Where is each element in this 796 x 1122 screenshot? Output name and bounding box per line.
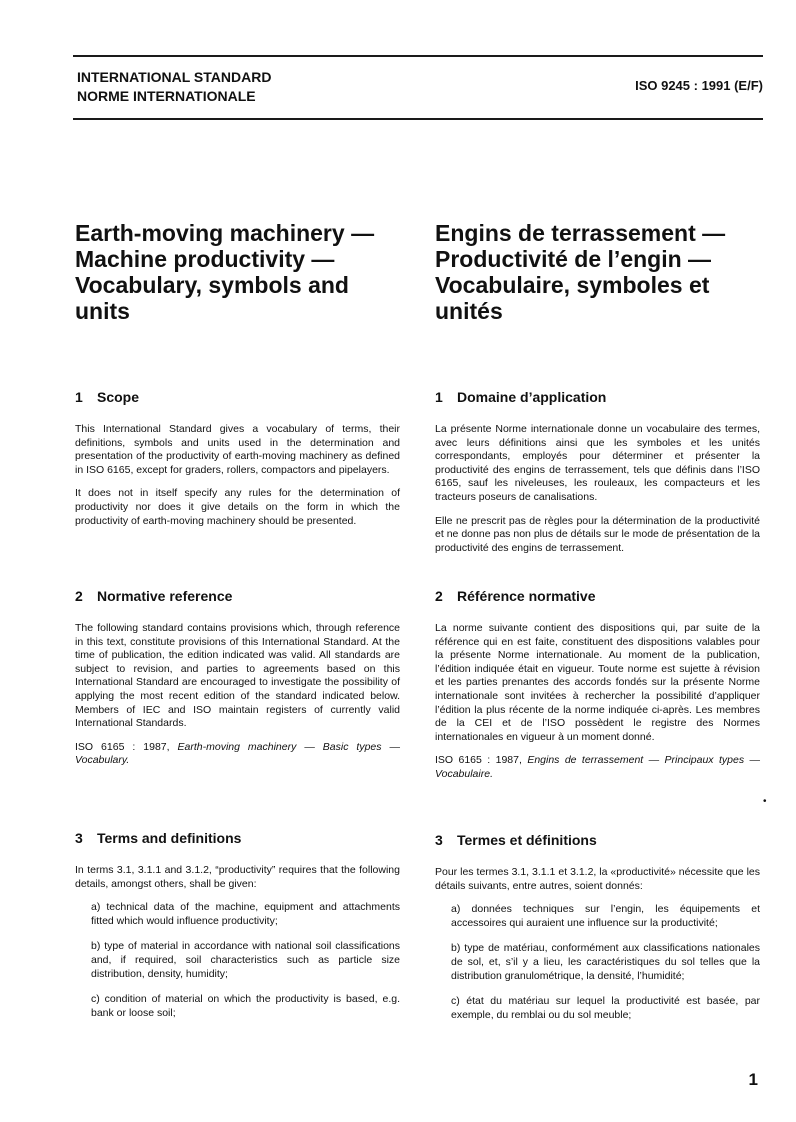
standard-code: ISO 9245 : 1991 (E/F) <box>635 78 763 93</box>
list-item: c) condition of material on which the productivity is based, e.g. bank or loose soil; <box>91 993 400 1019</box>
reference-code: ISO 6165 : 1987, <box>435 754 522 767</box>
section-title: Domaine d’application <box>457 389 607 405</box>
paragraph: Pour les termes 3.1, 3.1.1 et 3.1.2, la «productivité» nécessite que les détails suivants, entre autres, soient donnés: <box>435 866 760 892</box>
section-heading <box>435 389 760 405</box>
french-title-block <box>435 220 760 324</box>
section-number: 3 <box>75 830 83 846</box>
list-item: a) données techniques sur l’engin, les équipements et accessoires qui auraient une influence sur la productivité; <box>451 903 760 929</box>
french-title-line: Vocabulaire, symboles et <box>435 272 710 298</box>
french-title-line: Engins de terrassement — <box>435 220 726 246</box>
section-heading <box>75 588 400 604</box>
list-item: c) état du matériau sur lequel la productivité est basée, par exemple, du remblai ou du sol meuble; <box>451 995 760 1021</box>
french-title-line: Productivité de l’engin — <box>435 246 712 272</box>
stray-mark: • <box>763 796 767 807</box>
header-bottom-rule <box>73 118 763 120</box>
section-number: 1 <box>75 389 83 405</box>
section-title: Terms and definitions <box>97 830 242 846</box>
section-terms-fr <box>435 832 760 1034</box>
paragraph: It does not in itself specify any rules for the determination of productivity nor does it give details on the form in which the productivity of earth-moving machinery should be presented. <box>75 487 400 527</box>
section-number: 3 <box>435 832 443 848</box>
english-title-line: Vocabulary, symbols and <box>75 272 349 298</box>
section-heading <box>435 832 760 848</box>
paragraph: In terms 3.1, 3.1.1 and 3.1.2, “productivity” requires that the following details, amongst others, shall be given: <box>75 864 400 890</box>
paragraph: This International Standard gives a vocabulary of terms, their definitions, symbols and units used in the determination and presentation of the productivity of earth-moving machinery as defined in ISO 6165, except for graders, rollers, compactors and pipelayers. <box>75 423 400 476</box>
section-normative-en <box>75 588 400 778</box>
reference-code: ISO 6165 : 1987, <box>75 740 170 753</box>
section-scope-fr <box>435 389 760 565</box>
list-item: b) type of material in accordance with national soil classifications and, if required, soil characteristics such as particle size distribution, density, humidity; <box>91 940 400 980</box>
reference-title: Earth-moving machinery — Basic types — Vocabulary. <box>75 740 400 767</box>
header-top-rule <box>73 55 763 57</box>
reference-entry <box>435 754 760 781</box>
english-title-line: Earth-moving machinery — <box>75 220 375 246</box>
reference-entry <box>75 741 400 768</box>
section-title: Référence normative <box>457 588 596 604</box>
page-number: 1 <box>748 1070 758 1089</box>
section-terms-en <box>75 830 400 1032</box>
document-type <box>77 68 271 106</box>
english-title-block <box>75 220 400 324</box>
section-title: Normative reference <box>97 588 233 604</box>
section-heading <box>75 830 400 846</box>
list-item: b) type de matériau, conformément aux classifications nationales de sol, et, s’il y a lieu, les caractéristiques du sol telles que la distribution granulométrique, la densité, l’humidité; <box>451 942 760 982</box>
paragraph: Elle ne prescrit pas de règles pour la détermination de la productivité et ne donne pas non plus de détails sur le mode de présentation de la productivité des engins de terrassement. <box>435 514 760 554</box>
section-heading <box>435 588 760 604</box>
section-title: Scope <box>97 389 140 405</box>
paragraph: The following standard contains provisions which, through reference in this text, constitute provisions of this International Standard. At the time of publication, the edition indicated was valid. All standards are subject to revision, and parties to agreements based on this International Standard are encouraged to investigate the possibility of applying the most recent edition of the standard indicated below. Members of IEC and ISO maintain registers of currently valid International Standards. <box>75 622 400 730</box>
english-title-line: Machine productivity — <box>75 246 335 272</box>
section-title: Termes et définitions <box>457 832 597 848</box>
list-item: a) technical data of the machine, equipment and attachments fitted which would influence productivity; <box>91 901 400 927</box>
document-type-fr: NORME INTERNATIONALE <box>77 88 256 104</box>
section-heading <box>75 389 400 405</box>
reference-title: Engins de terrassement — Principaux types — Vocabulaire. <box>435 754 760 780</box>
english-title-line: units <box>75 298 130 324</box>
french-title-line: unités <box>435 298 503 324</box>
section-number: 2 <box>435 588 443 604</box>
section-number: 2 <box>75 588 83 604</box>
section-scope-en <box>75 389 400 538</box>
paragraph: La présente Norme internationale donne un vocabulaire des termes, avec leurs définitions ainsi que les symboles et les unités correspondants, employés pour déterminer et présenter la productivité des engins de terrassement, tels que définis dans l’ISO 6165, sauf les niveleuses, les rouleaux, les compacteurs et les tracteurs poseurs de canalisations. <box>435 423 760 503</box>
paragraph: La norme suivante contient des dispositions qui, par suite de la référence qui en est faite, constituent des dispositions valables pour la présente Norme internationale. Au moment de la publication, l’édition indiquée était en vigueur. Toute norme est sujette à révision et les parties prenantes des accords fondés sur la présente Norme internationale sont invitées à rechercher la possibilité d’appliquer l’édition la plus récente de la norme indiquée ci-après. Les membres de la CEI et de l’ISO possèdent le registre des Normes internationales en vigueur à un moment donné. <box>435 622 760 743</box>
document-type-en: INTERNATIONAL STANDARD <box>77 69 272 85</box>
section-normative-fr <box>435 588 760 792</box>
section-number: 1 <box>435 389 443 405</box>
